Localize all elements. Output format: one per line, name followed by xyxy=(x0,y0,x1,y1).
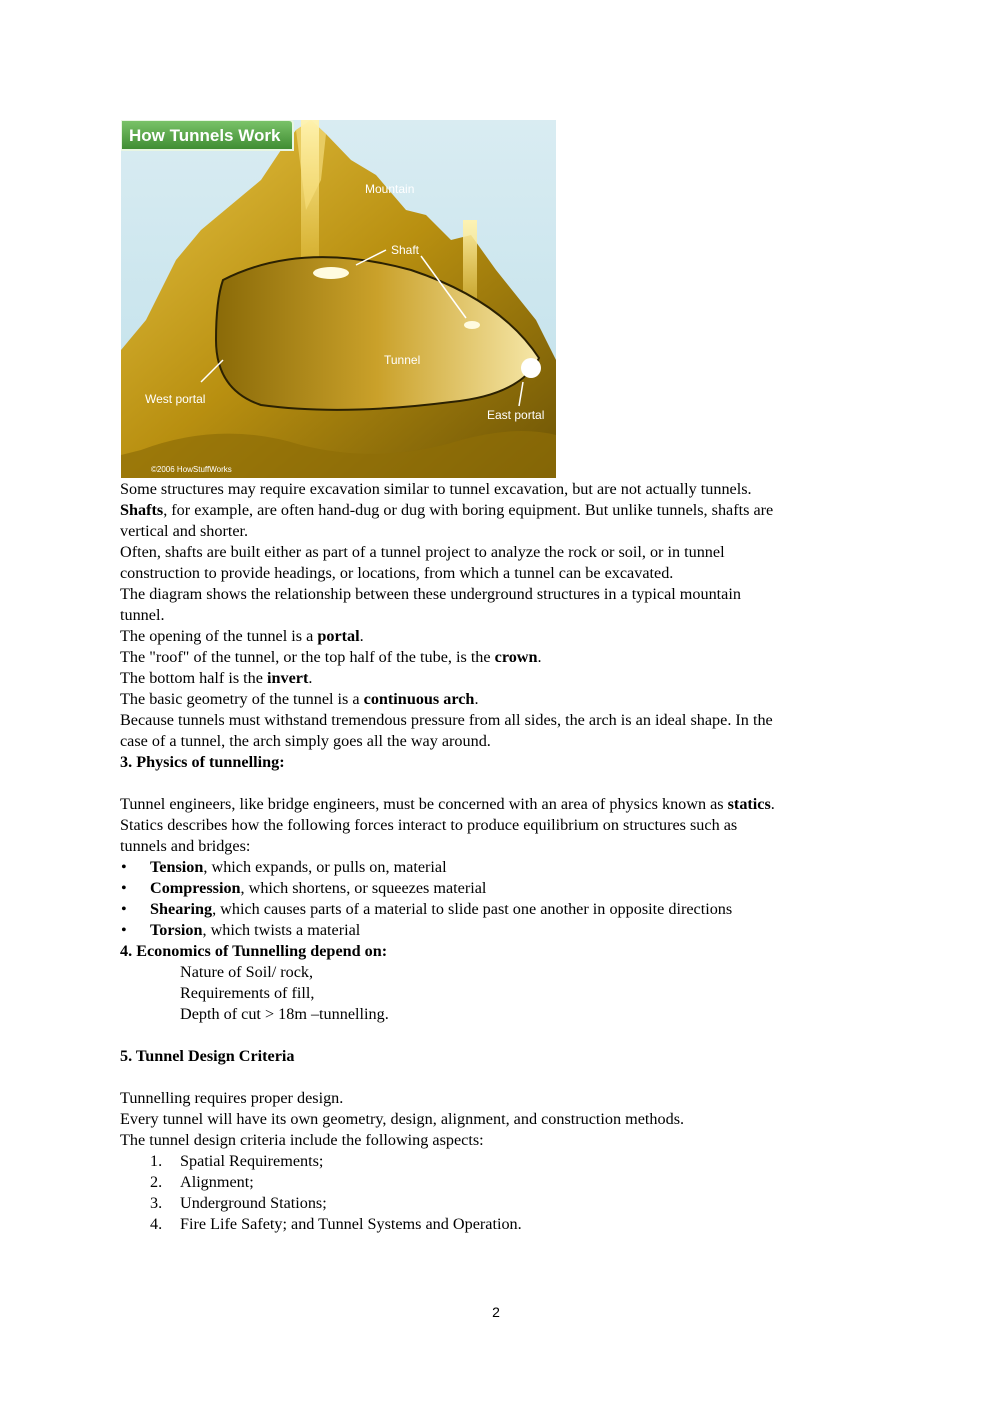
para-line: case of a tunnel, the arch simply goes all the way around. xyxy=(120,732,491,750)
label-tunnel: Tunnel xyxy=(384,353,421,367)
term-portal: portal xyxy=(317,627,360,645)
numbered-item: 3. Underground Stations; xyxy=(150,1194,327,1212)
para-line: Shafts, for example, are often hand-dug or dug with boring equipment. But unlike tunnels, shafts are xyxy=(120,501,774,519)
page-number: 2 xyxy=(492,1304,500,1320)
term-crown: crown xyxy=(494,648,538,666)
label-shaft: Shaft xyxy=(391,243,420,257)
bullet-item: • Compression, which shortens, or squeezes material xyxy=(120,878,880,899)
term-shafts: Shafts xyxy=(120,501,164,519)
label-west-portal: West portal xyxy=(145,392,206,406)
figure-title: How Tunnels Work xyxy=(129,126,281,145)
bullet-item: • Torsion, which twists a material xyxy=(120,920,880,941)
label-mountain: Mountain xyxy=(365,182,415,196)
para-line: Every tunnel will have its own geometry, design, alignment, and construction methods. xyxy=(120,1110,685,1128)
para-line: Statics describes how the following forces interact to produce equilibrium on structures such as xyxy=(120,816,738,834)
para-line: Some structures may require excavation similar to tunnel excavation, but are not actually tunnels. xyxy=(120,480,752,498)
term-statics: statics xyxy=(727,795,771,813)
para-line: The tunnel design criteria include the following aspects: xyxy=(120,1131,484,1149)
label-east-portal: East portal xyxy=(487,408,545,422)
para-line: construction to provide headings, or locations, from which a tunnel can be excavated. xyxy=(120,564,674,582)
para-line: Tunnelling requires proper design. xyxy=(120,1089,344,1107)
economics-item: Depth of cut > 18m –tunnelling. xyxy=(180,1005,389,1023)
section-heading-design: 5. Tunnel Design Criteria xyxy=(120,1047,295,1065)
para-line: Tunnel engineers, like bridge engineers, must be concerned with an area of physics known as statics. xyxy=(120,795,775,813)
para-line: The opening of the tunnel is a portal. xyxy=(120,627,364,645)
para-line: tunnels and bridges: xyxy=(120,837,251,855)
economics-item: Nature of Soil/ rock, xyxy=(180,963,314,981)
para-line: The basic geometry of the tunnel is a continuous arch. xyxy=(120,690,479,708)
bullet-item: • Tension, which expands, or pulls on, material xyxy=(120,857,880,878)
numbered-item: 2. Alignment; xyxy=(150,1173,254,1191)
para-line: The diagram shows the relationship between these underground structures in a typical mountain xyxy=(120,585,741,603)
section-heading-physics: 3. Physics of tunnelling: xyxy=(120,753,285,771)
term-continuous-arch: continuous arch xyxy=(363,690,475,708)
document-body xyxy=(120,479,880,1235)
how-tunnels-work-figure xyxy=(121,120,556,478)
economics-item: Requirements of fill, xyxy=(180,984,315,1002)
bullet-item: • Shearing, which causes parts of a material to slide past one another in opposite directions xyxy=(120,899,880,920)
section-heading-economics: 4. Economics of Tunnelling depend on: xyxy=(120,942,388,960)
para-line: The "roof" of the tunnel, or the top half of the tube, is the crown. xyxy=(120,648,542,666)
term-invert: invert xyxy=(267,669,309,687)
numbered-item: 1. Spatial Requirements; xyxy=(150,1152,324,1170)
numbered-item: 4. Fire Life Safety; and Tunnel Systems and Operation. xyxy=(150,1215,522,1233)
para-line: Often, shafts are built either as part of a tunnel project to analyze the rock or soil, or in tunnel xyxy=(120,543,725,561)
para-line: tunnel. xyxy=(120,606,165,624)
para-line: The bottom half is the invert. xyxy=(120,669,313,687)
figure-copyright: ©2006 HowStuffWorks xyxy=(151,465,232,474)
para-line: vertical and shorter. xyxy=(120,522,249,540)
tunnel-diagram-illustration xyxy=(121,120,556,478)
para-line: Because tunnels must withstand tremendous pressure from all sides, the arch is an ideal shape. In the xyxy=(120,711,773,729)
